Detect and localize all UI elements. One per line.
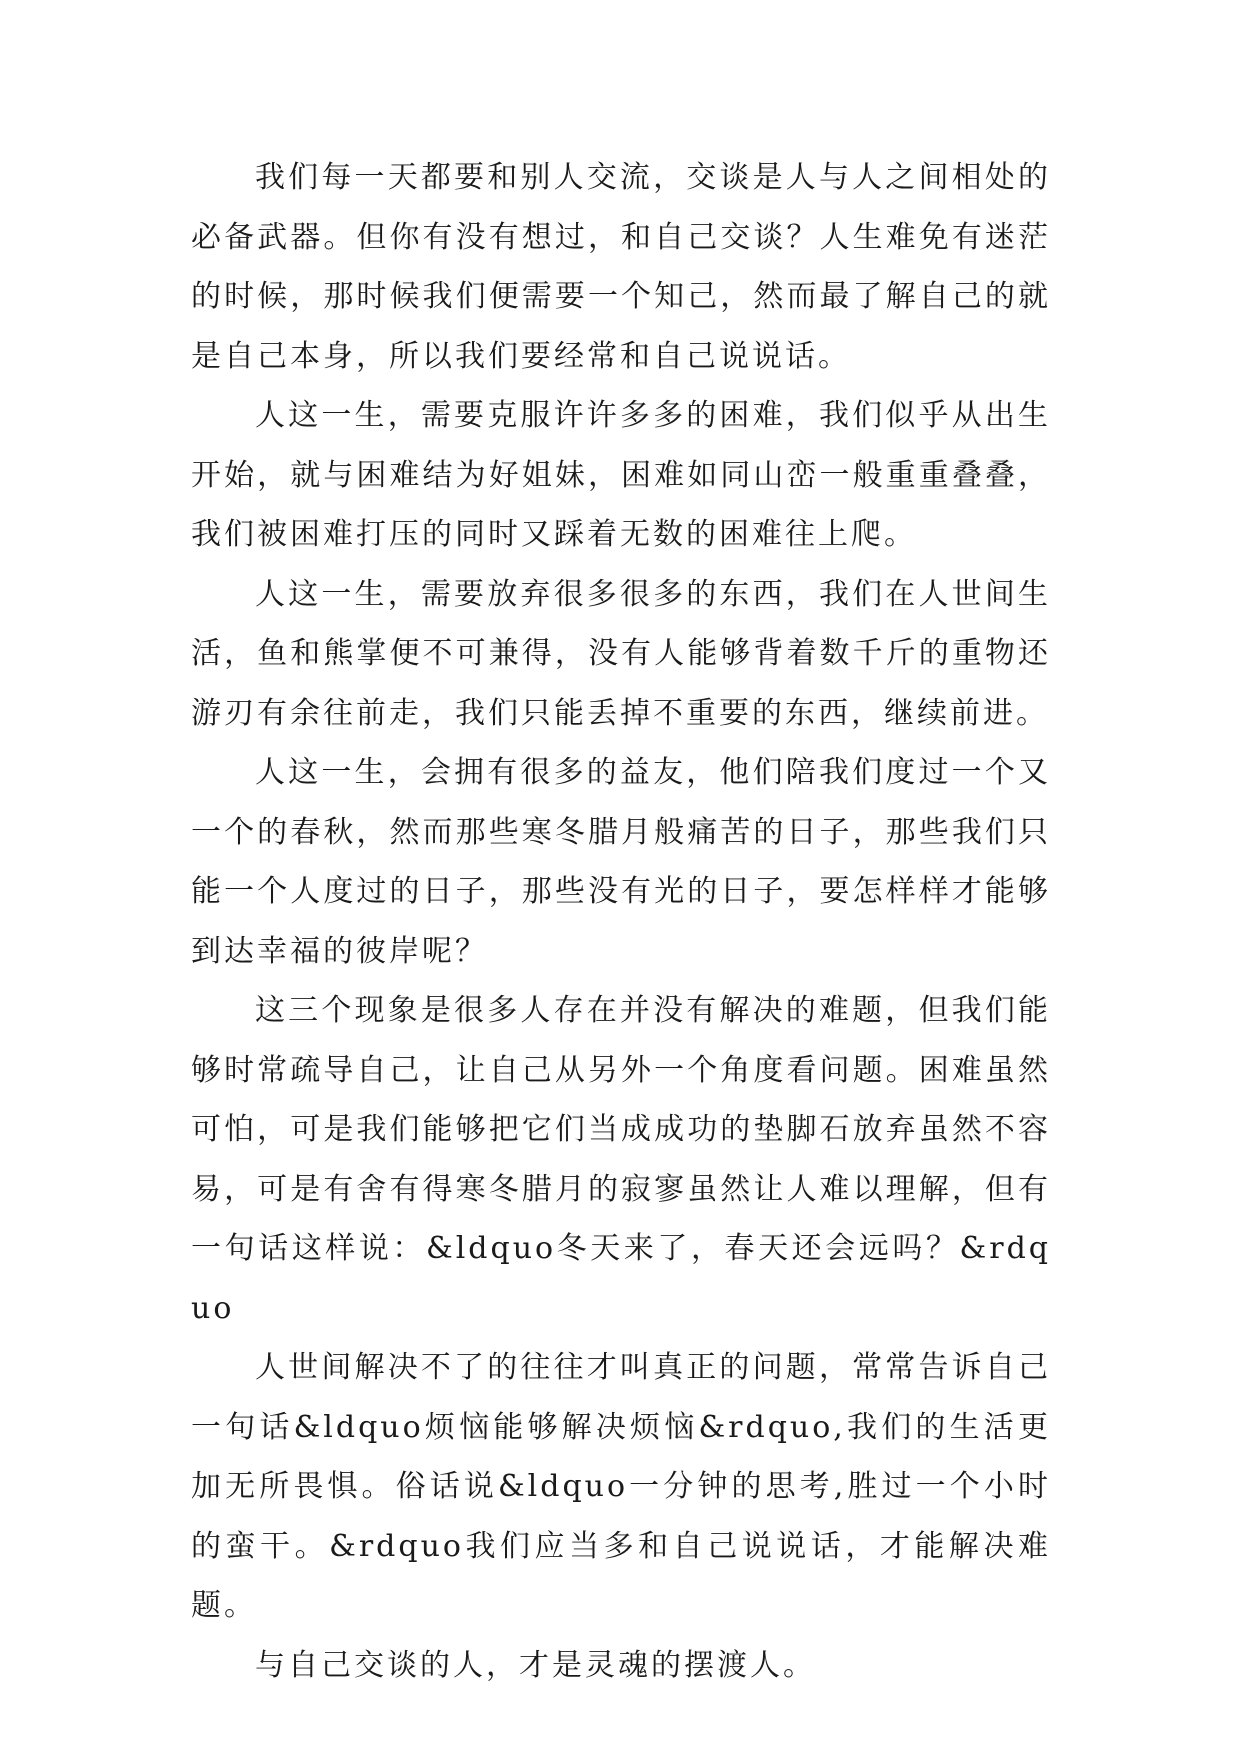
paragraph-4: 人这一生，会拥有很多的益友，他们陪我们度过一个又一个的春秋，然而那些寒冬腊月般痛苦的日子，那些我们只能一个人度过的日子，那些没有光的日子，要怎样样才能够到达幸福的彼岸呢？ <box>191 755 1051 969</box>
paragraph-3: 人这一生，需要放弃很多很多的东西，我们在人世间生活，鱼和熊掌便不可兼得，没有人能够背着数千斤的重物还游刃有余往前走，我们只能丢掉不重要的东西，继续前进。 <box>191 576 1051 731</box>
paragraph-7: 与自己交谈的人，才是灵魂的摆渡人。 <box>255 1647 816 1683</box>
paragraph-6: 人世间解决不了的往往才叫真正的问题，常常告诉自己一句话&ldquo烦恼能够解决烦恼&rdquo,我们的生活更加无所畏惧。俗话说&ldquo一分钟的思考,胜过一个小时的蛮干。&rdquo我们应当多和自己说说话，才能解决难题。 <box>191 1350 1051 1623</box>
document-body <box>191 148 1051 1695</box>
paragraph-1: 我们每一天都要和别人交流，交谈是人与人之间相处的必备武器。但你有没有想过，和自己交谈？人生难免有迷茫的时候，那时候我们便需要一个知己，然而最了解自己的就是自己本身，所以我们要经常和自己说说话。 <box>191 160 1051 374</box>
paragraph-2: 人这一生，需要克服许许多多的困难，我们似乎从出生开始，就与困难结为好姐妹，困难如同山峦一般重重叠叠，我们被困难打压的同时又踩着无数的困难往上爬。 <box>191 398 1051 552</box>
paragraph-5: 这三个现象是很多人存在并没有解决的难题，但我们能够时常疏导自己，让自己从另外一个角度看问题。困难虽然可怕，可是我们能够把它们当成成功的垫脚石放弃虽然不容易，可是有舍有得寒冬腊月的寂寥虽然让人难以理解，但有一句话这样说：&ldquo冬天来了，春天还会远吗？&rdquo <box>191 993 1051 1326</box>
